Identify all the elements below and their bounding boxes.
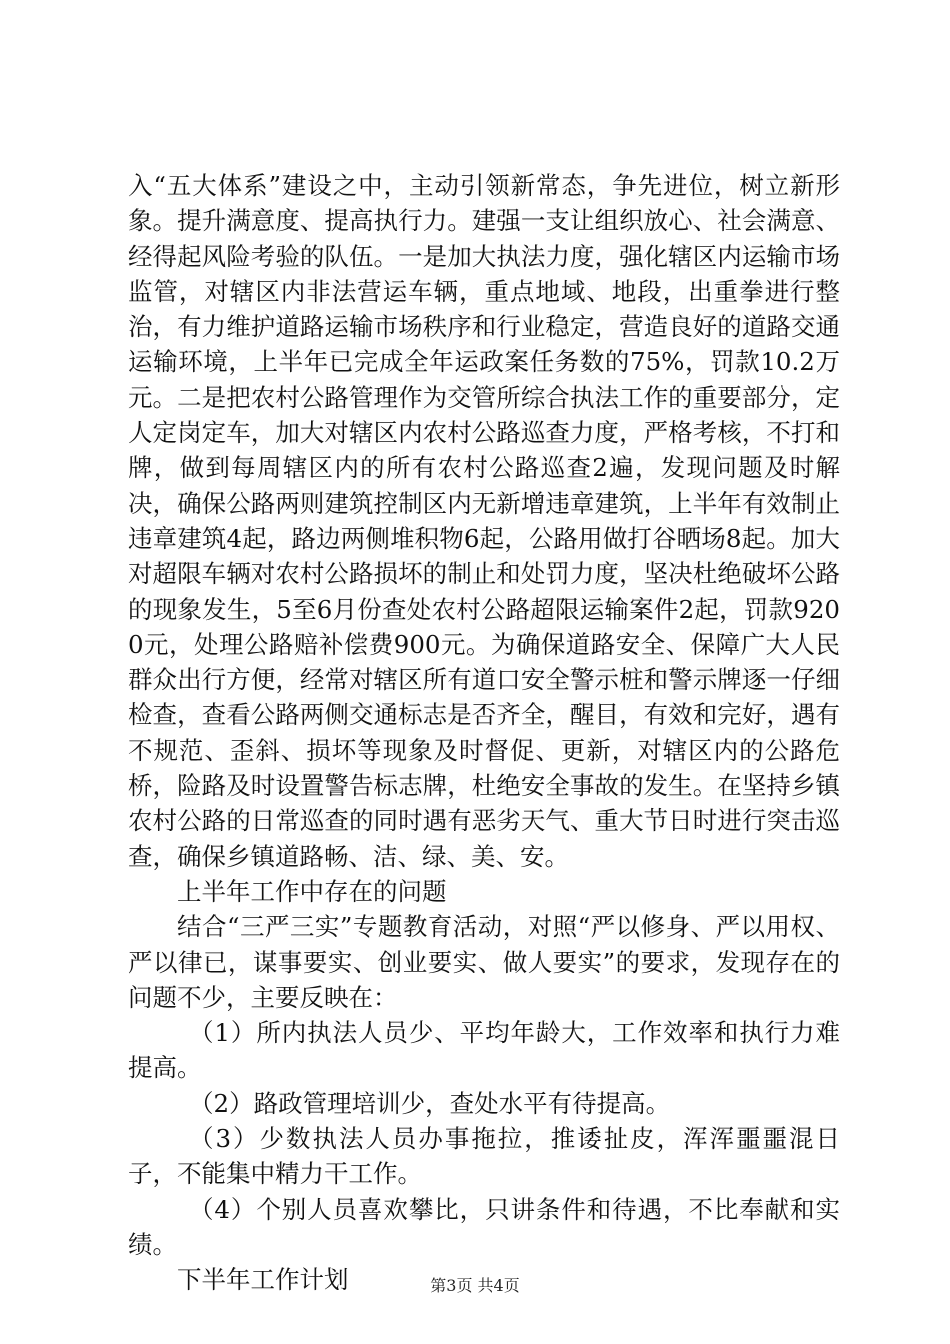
heading-second-half-plan: 下半年工作计划: [177, 1265, 349, 1295]
list-item-problem-2: （2）路政管理培训少，查处水平有待提高。: [189, 1088, 671, 1118]
heading-first-half-problems: 上半年工作中存在的问题: [177, 876, 447, 906]
paragraph-work-summary: 入“五大体系”建设之中，主动引领新常态，争先进位，树立新形象。提升满意度、提高执行力。建强一支让组织放心、社会满意、经得起风险考验的队伍。一是加大执法力度，强化辖区内运输市场监管，对辖区内非法营运车辆，重点地域、地段，出重拳进行整治，有力维护道路运输市场秩序和行业稳定，营造良好的道路交通运输环境，上半年已完成全年运政案任务数的75%，罚款10.2万元。二是把农村公路管理作为交管所综合执法工作的重要部分，定人定岗定车，加大对辖区内农村公路巡查力度，严格考核，不打和牌，做到每周辖区内的所有农村公路巡查2遍，发现问题及时解决，确保公路两则建筑控制区内无新增违章建筑，上半年有效制止违章建筑4起，路边两侧堆积物6起，公路用做打谷晒场8起。加大对超限车辆对农村公路损坏的制止和处罚力度，坚决杜绝破坏公路的现象发生，5至6月份查处农村公路超限运输案件2起，罚款9200元，处理公路赔补偿费900元。为确保道路安全、保障广大人民群众出行方便，经常对辖区所有道口安全警示桩和警示牌逐一仔细检查，查看公路两侧交通标志是否齐全，醒目，有效和完好，遇有不规范、歪斜、损坏等现象及时督促、更新，对辖区内的公路危桥，险路及时设置警告标志牌，杜绝安全事故的发生。在坚持乡镇农村公路的日常巡查的同时遇有恶劣天气、重大节日时进行突击巡查，确保乡镇道路畅、洁、绿、美、安。: [128, 171, 840, 871]
list-item-problem-4: （4）个别人员喜欢攀比，只讲条件和待遇，不比奉献和实绩。: [128, 1194, 840, 1259]
document-body: [128, 168, 840, 1298]
page-footer: 第3页 共4页: [430, 1276, 520, 1295]
list-item-problem-1: （1）所内执法人员少、平均年龄大，工作效率和执行力难提高。: [128, 1018, 840, 1083]
list-item-problem-3: （3）少数执法人员办事拖拉，推诿扯皮，浑浑噩噩混日子，不能集中精力干工作。: [128, 1124, 840, 1189]
paragraph-problems-intro: 结合“三严三实”专题教育活动，对照“严以修身、严以用权、严以律已，谋事要实、创业要实、做人要实”的要求，发现存在的问题不少，主要反映在：: [128, 912, 840, 1012]
